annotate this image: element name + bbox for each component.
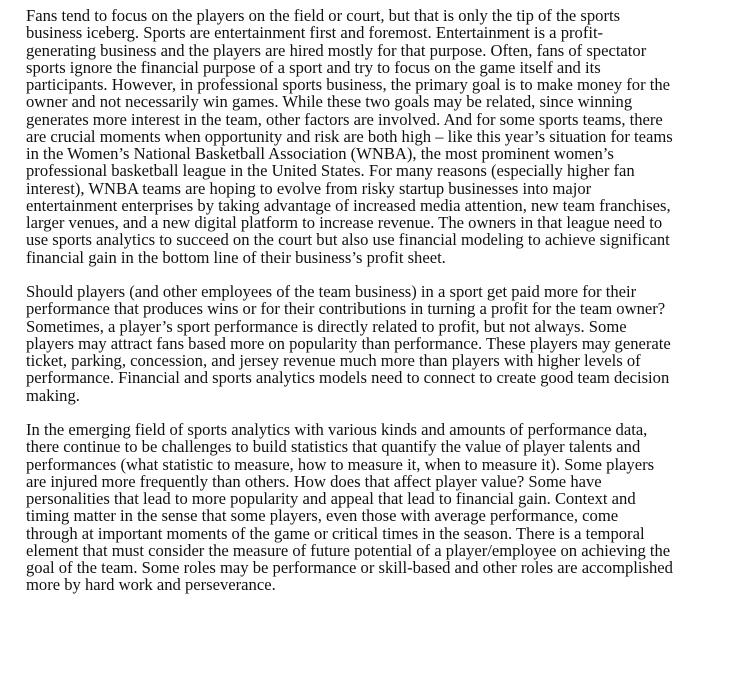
text-line: generating business and the players are hired mostly for that purpose. Often, fans of spectator <box>26 40 647 60</box>
text-line: in the Women’s National Basketball Association (WNBA), the most prominent women’s <box>26 144 614 163</box>
text-line: financial gain in the bottom line of their business’s profit sheet. <box>26 247 446 267</box>
paragraph-gap <box>26 404 702 421</box>
text-line: Should players (and other employees of the team business) in a sport get paid more for their <box>26 282 637 301</box>
text-line: participants. However, in professional sports business, the primary goal is to make money for the <box>26 75 671 94</box>
text-line: ticket, parking, concession, and jersey revenue much more than players with higher levels of <box>26 351 641 370</box>
text-line: are injured more frequently than others. How does that affect player value? Some have <box>26 471 602 491</box>
text-line: sports ignore the financial purpose of a sport and try to focus on the game itself and its <box>26 57 601 77</box>
text-line: Sometimes, a player’s sport performance is directly related to profit, but not always. Some <box>26 316 627 336</box>
paragraph-2 <box>26 283 702 404</box>
paragraph-gap <box>26 266 702 283</box>
text-line: professional basketball league in the United States. For many reasons (especially higher fan <box>26 161 635 181</box>
text-line: making. <box>26 385 80 405</box>
paragraph-3 <box>26 421 702 594</box>
text-line: generates more interest in the team, other factors are involved. And for some sports teams, there <box>26 109 663 129</box>
text-line: personalities that lead to more popularity and appeal that lead to financial gain. Context and <box>26 489 636 508</box>
text-line: more by hard work and perseverance. <box>26 575 276 595</box>
text-line: Fans tend to focus on the players on the field or court, but that is only the tip of the sports <box>26 6 621 25</box>
text-line: larger venues, and a new digital platform to increase revenue. The owners in that league need to <box>26 213 663 232</box>
text-line: interest), WNBA teams are hoping to evolve from risky startup businesses into major <box>26 178 592 198</box>
text-line: performance that produces wins or for their contributions in turning a profit for the team owner? <box>26 299 666 319</box>
text-line: timing matter in the sense that some players, even those with average performance, come <box>26 506 619 526</box>
text-line: element that must consider the measure of future potential of a player/employee on achieving the <box>26 540 671 560</box>
text-line: performance. Financial and sports analytics models need to connect to create good team decision <box>26 368 670 388</box>
text-line: there continue to be challenges to build statistics that quantify the value of player talents and <box>26 437 641 457</box>
document-body <box>26 7 702 594</box>
text-line: are crucial moments when opportunity and risk are both high – like this year’s situation for teams <box>26 126 673 146</box>
text-line: goal of the team. Some roles may be performance or skill-based and other roles are accomplished <box>26 558 673 577</box>
text-line: business iceberg. Sports are entertainment first and foremost. Entertainment is a profit- <box>26 23 604 43</box>
text-line: In the emerging field of sports analytics with various kinds and amounts of performance data, <box>26 420 648 439</box>
text-line: use sports analytics to succeed on the court but also use financial modeling to achieve significant <box>26 230 670 250</box>
text-line: performances (what statistic to measure, how to measure it, when to measure it). Some players <box>26 454 655 474</box>
text-line: players may attract fans based more on popularity than performance. These players may generate <box>26 333 671 353</box>
text-line: through at important moments of the game or critical times in the season. There is a temporal <box>26 523 645 543</box>
text-line: owner and not necessarily win games. While these two goals may be related, since winning <box>26 92 633 112</box>
text-line: entertainment enterprises by taking advantage of increased media attention, new team franchises, <box>26 195 671 215</box>
paragraph-1 <box>26 7 702 266</box>
